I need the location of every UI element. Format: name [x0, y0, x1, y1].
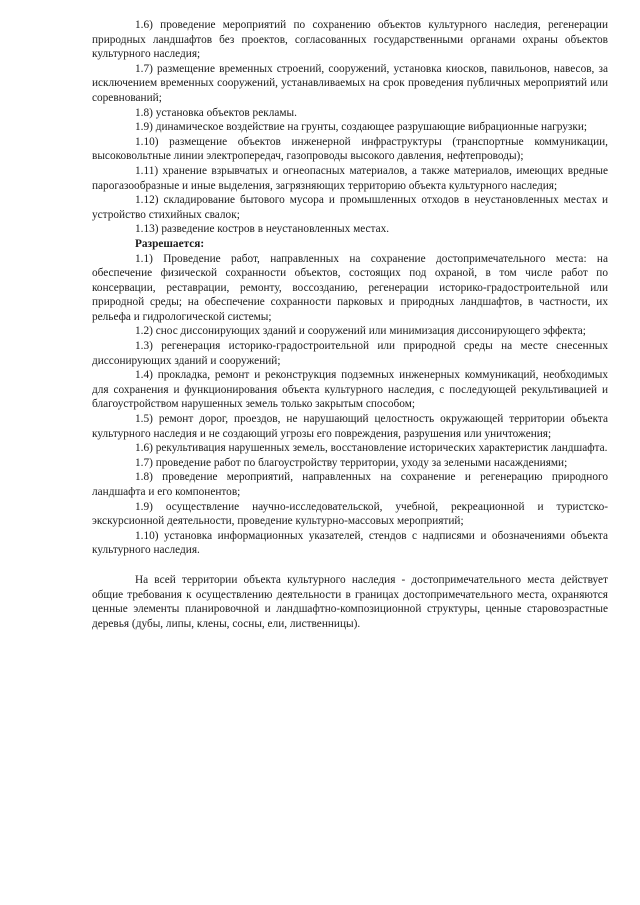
allowed-item-1-9: 1.9) осуществление научно-исследовательской, учебной, рекреационной и туристско-экскурсионной деятельности, проведение культурно-массовых мероприятий;: [92, 500, 608, 528]
allowed-item-1-1: 1.1) Проведение работ, направленных на сохранение достопримечательного места: на обеспечение физической сохранности объектов, состоящих под охраной, в том числе работ по консервации, реставрации, ремонту, воссозданию, регенерации историко-градостроительной или природной среды; на обеспечение сохранности парковых и природных ландшафтов, в частности, их рельефа и гидрологической системы;: [92, 252, 608, 323]
allowed-item-1-6: 1.6) рекультивация нарушенных земель, восстановление исторических характеристик ландшафта.: [135, 442, 608, 455]
prohibited-item-1-9: 1.9) динамическое воздействие на грунты, создающее разрушающие вибрационные нагрузки;: [135, 121, 588, 134]
paragraph-spacer: [92, 558, 608, 573]
prohibited-item-1-10: 1.10) размещение объектов инженерной инфраструктуры (транспортные коммуникации, высоковольтные линии электропередач, газопроводы высокого давления, нефтепроводы);: [92, 135, 608, 163]
prohibited-item-1-8: 1.8) установка объектов рекламы.: [135, 106, 297, 119]
prohibited-item-1-7: 1.7) размещение временных строений, сооружений, установка киосков, павильонов, навесов, за исключением временных сооружений, устанавливаемых на срок проведения публичных мероприятий или соревнований;: [92, 62, 608, 104]
allowed-item-1-10: 1.10) установка информационных указателей, стендов с надписями и обозначениями объекта культурного наследия.: [92, 529, 608, 557]
prohibited-item-1-11: 1.11) хранение взрывчатых и огнеопасных материалов, а также материалов, имеющих вредные парогазообразные и иные выделения, загрязняющих территорию объекта культурного наследия;: [92, 164, 608, 192]
allowed-item-1-4: 1.4) прокладка, ремонт и реконструкция подземных инженерных коммуникаций, необходимых для сохранения и функционирования объекта культурного наследия, с последующей рекультивацией и благоустройством нарушенных земель только закрытым способом;: [92, 369, 608, 411]
prohibited-item-1-13: 1.13) разведение костров в неустановленных местах.: [135, 223, 390, 236]
allowed-item-1-3: 1.3) регенерация историко-градостроительной или природной среды на месте снесенных диссонирующих зданий и сооружений;: [92, 340, 608, 367]
allowed-heading: Разрешается:: [135, 237, 205, 250]
allowed-item-1-5: 1.5) ремонт дорог, проездов, не нарушающий целостность окружающей территории объекта культурного наследия и не создающий угрозы его повреждения, разрушения или уничтожения;: [92, 413, 608, 440]
prohibited-item-1-12: 1.12) складирование бытового мусора и промышленных отходов в неустановленных местах и устройство стихийных свалок;: [92, 194, 608, 221]
prohibited-item-1-6: 1.6) проведение мероприятий по сохранению объектов культурного наследия, регенерации природных ландшафтов без проектов, согласованных государственными органами охраны объектов культурного наследия;: [92, 19, 608, 61]
allowed-item-1-7: 1.7) проведение работ по благоустройству территории, уходу за зелеными насаждениями;: [135, 456, 568, 469]
closing-paragraph: На всей территории объекта культурного наследия - достопримечательного места действует общие требования к осуществлению деятельности в границах достопримечательного места, охраняются ценные элементы планировочной и ландшафтно-композиционной структуры, ценные старовозрастные деревья (дубы, липы, клены, сосны, ели, лиственницы).: [92, 573, 608, 630]
allowed-item-1-8: 1.8) проведение мероприятий, направленных на сохранение и регенерацию природного ландшафта и его компонентов;: [92, 471, 608, 498]
allowed-item-1-2: 1.2) снос диссонирующих зданий и сооружений или минимизация диссонирующего эффекта;: [135, 325, 586, 338]
